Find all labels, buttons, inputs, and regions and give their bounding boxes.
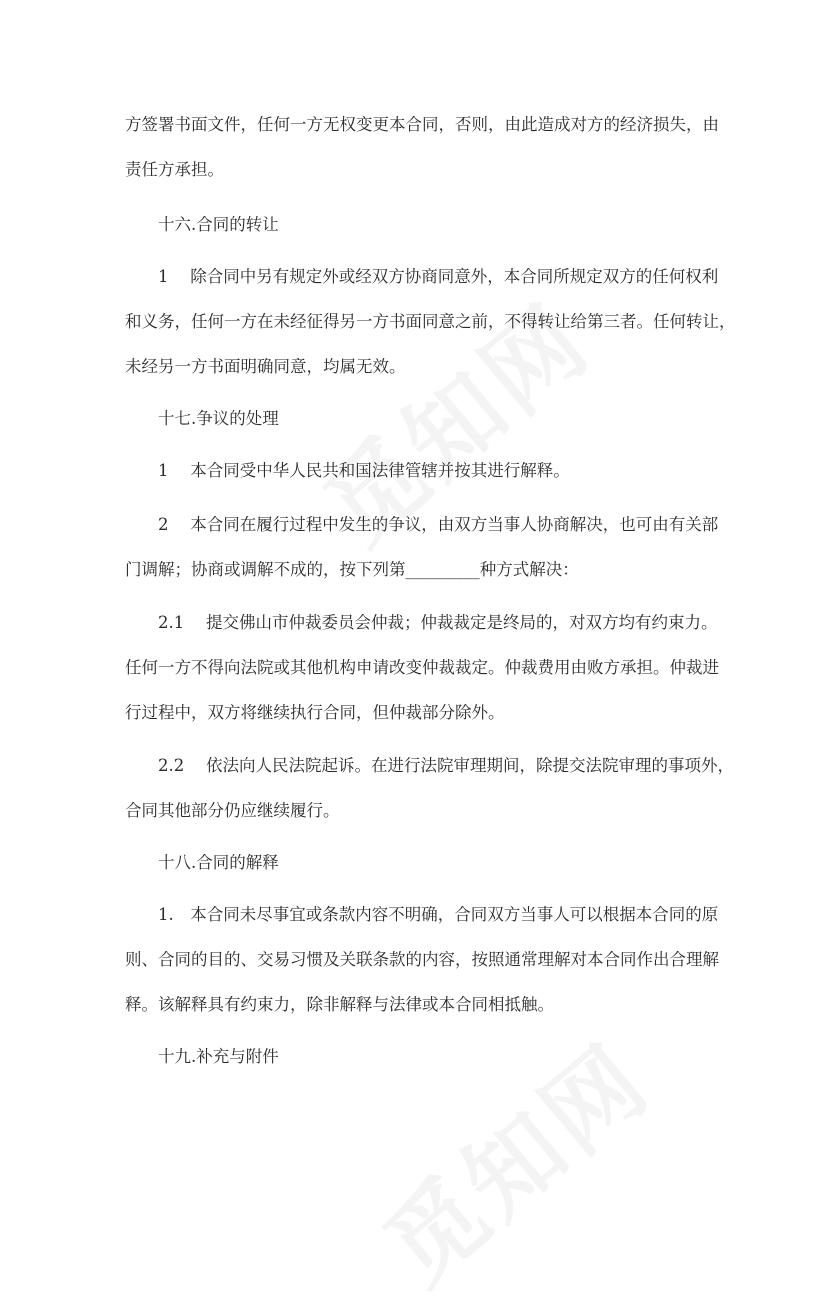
text-line-4: 和义务，任何一方在未经征得另一方书面同意之前，不得转让给第三者。任何转让， <box>125 312 736 331</box>
text-line-14: 1. 本合同未尽事宜或条款内容不明确，合同双方当事人可以根据本合同的原 <box>158 905 719 924</box>
text-line-8: 门调解；协商或调解不成的，按下列第_________种方式解决： <box>125 560 579 579</box>
text-line-9: 2.1 提交佛山市仲裁委员会仲裁；仲裁裁定是终局的，对双方均有约束力。 <box>158 613 718 632</box>
text-line-5: 未经另一方书面明确同意，均属无效。 <box>125 357 406 376</box>
text-line-15: 则、合同的目的、交易习惯及关联条款的内容，按照通常理解对本合同作出合理解 <box>125 950 719 969</box>
text-line-7: 2 本合同在履行过程中发生的争议，由双方当事人协商解决，也可由有关部 <box>158 515 719 534</box>
section-heading-18: 十八.合同的解释 <box>158 853 279 872</box>
section-heading-19: 十九.补充与附件 <box>158 1047 279 1066</box>
text-line-10: 任何一方不得向法院或其他机构申请改变仲裁裁定。仲裁费用由败方承担。仲裁进 <box>125 658 719 677</box>
text-line-3: 1 除合同中另有规定外或经双方协商同意外，本合同所规定双方的任何权利 <box>158 267 719 286</box>
text-line-13: 合同其他部分仍应继续履行。 <box>125 801 340 820</box>
text-line-2: 责任方承担。 <box>125 160 224 179</box>
text-line-12: 2.2 依法向人民法院起诉。在进行法院审理期间，除提交法院审理的事项外， <box>158 756 734 775</box>
section-heading-16: 十六.合同的转让 <box>158 215 279 234</box>
text-line-11: 行过程中，双方将继续执行合同，但仲裁部分除外。 <box>125 703 505 722</box>
text-line-16: 释。该解释具有约束力，除非解释与法律或本合同相抵触。 <box>125 995 554 1014</box>
text-line-1: 方签署书面文件，任何一方无权变更本合同，否则，由此造成对方的经济损失，由 <box>125 115 719 134</box>
section-heading-17: 十七.争议的处理 <box>158 409 279 428</box>
text-line-6: 1 本合同受中华人民共和国法律管辖并按其进行解释。 <box>158 461 570 480</box>
